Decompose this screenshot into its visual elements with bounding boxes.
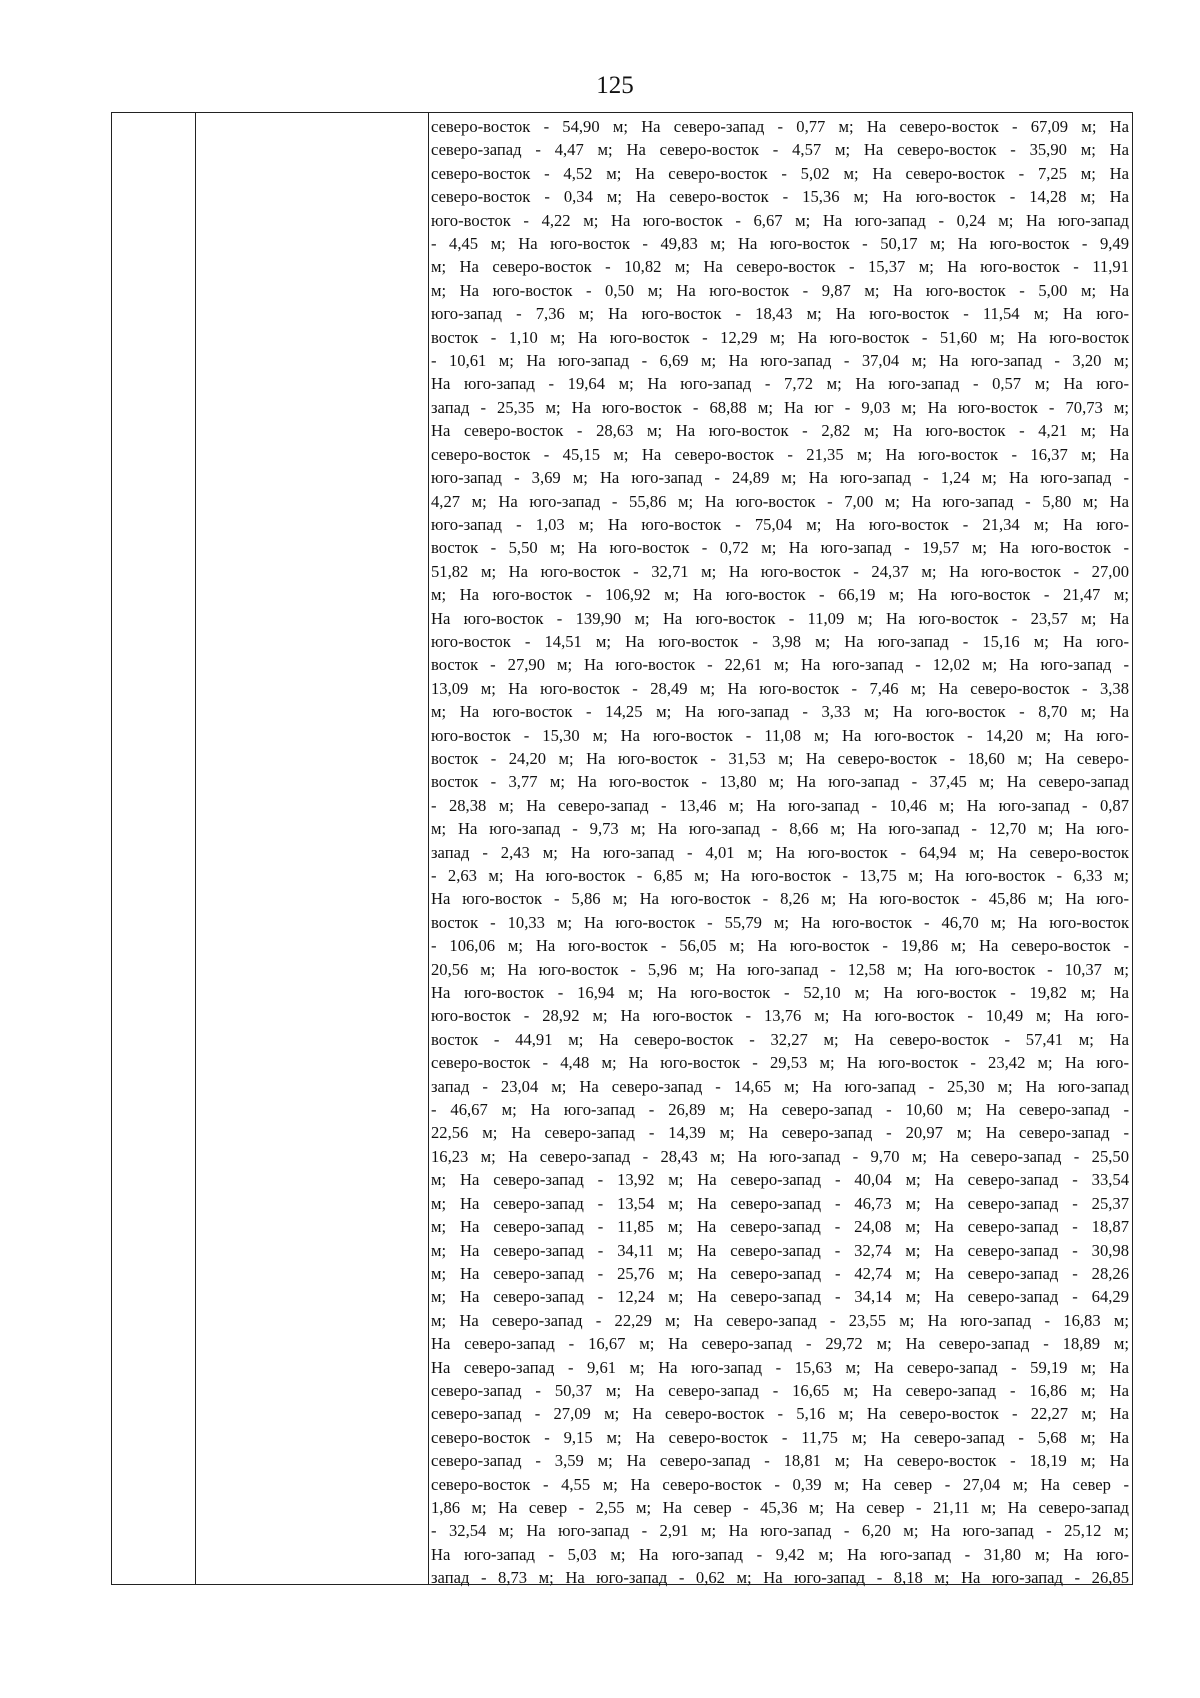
text-line: 22,56 м; На северо-запад - 14,39 м; На северо-запад - 20,97 м; На северо-запад - <box>431 1123 1129 1143</box>
text-line: запад - 23,04 м; На северо-запад - 14,65 м; На юго-запад - 25,30 м; На юго-запад <box>431 1076 1129 1096</box>
text-line: восток - 24,20 м; На юго-восток - 31,53 м; На северо-восток - 18,60 м; На северо- <box>431 748 1129 768</box>
text-line: - 2,63 м; На юго-восток - 6,85 м; На юго-восток - 13,75 м; На юго-восток - 6,33 м; <box>431 866 1129 885</box>
text-line: юго-запад - 3,69 м; На юго-запад - 24,89 м; На юго-запад - 1,24 м; На юго-запад - <box>431 468 1129 488</box>
text-line: м; На северо-запад - 13,54 м; На северо-запад - 46,73 м; На северо-запад - 25,37 <box>431 1193 1129 1213</box>
text-line: северо-запад - 3,59 м; На северо-запад - 18,81 м; На северо-восток - 18,19 м; На <box>431 1451 1129 1471</box>
text-line: юго-восток - 28,92 м; На юго-восток - 13,76 м; На юго-восток - 10,49 м; На юго- <box>431 1006 1129 1026</box>
text-line: На северо-запад - 16,67 м; На северо-запад - 29,72 м; На северо-запад - 18,89 м; <box>431 1334 1129 1354</box>
text-line: юго-восток - 14,51 м; На юго-восток - 3,98 м; На юго-запад - 15,16 м; На юго- <box>431 631 1129 651</box>
text-line: м; На северо-запад - 13,92 м; На северо-запад - 40,04 м; На северо-запад - 33,54 <box>431 1170 1129 1190</box>
text-line: - 32,54 м; На юго-запад - 2,91 м; На юго-запад - 6,20 м; На юго-запад - 25,12 м; <box>431 1521 1129 1541</box>
page-number: 125 <box>596 72 634 99</box>
text-line: юго-запад - 7,36 м; На юго-восток - 18,43 м; На юго-восток - 11,54 м; На юго- <box>431 304 1129 324</box>
text-line: 16,23 м; На северо-запад - 28,43 м; На юго-запад - 9,70 м; На северо-запад - 25,50 <box>431 1146 1129 1166</box>
text-line: восток - 10,33 м; На юго-восток - 55,79 м; На юго-восток - 46,70 м; На юго-восток <box>431 912 1129 932</box>
text-line: 51,82 м; На юго-восток - 32,71 м; На юго-восток - 24,37 м; На юго-восток - 27,00 <box>431 561 1129 581</box>
column-divider-2 <box>428 113 429 1584</box>
text-line: северо-восток - 4,48 м; На юго-восток - 29,53 м; На юго-восток - 23,42 м; На юго- <box>431 1053 1129 1073</box>
text-line: На юго-восток - 5,86 м; На юго-восток - 8,26 м; На юго-восток - 45,86 м; На юго- <box>431 889 1129 909</box>
text-line: северо-восток - 9,15 м; На северо-восток - 11,75 м; На северо-запад - 5,68 м; На <box>431 1427 1129 1447</box>
column-divider-1 <box>195 113 196 1584</box>
text-line: юго-восток - 15,30 м; На юго-восток - 11,08 м; На юго-восток - 14,20 м; На юго- <box>431 725 1129 745</box>
text-line: - 4,45 м; На юго-восток - 49,83 м; На юго-восток - 50,17 м; На юго-восток - 9,49 <box>431 234 1129 254</box>
text-line: северо-запад - 27,09 м; На северо-восток - 5,16 м; На северо-восток - 22,27 м; На <box>431 1404 1129 1424</box>
text-line: северо-восток - 54,90 м; На северо-запад - 0,77 м; На северо-восток - 67,09 м; На <box>431 117 1129 136</box>
text-line: м; На северо-запад - 34,11 м; На северо-запад - 32,74 м; На северо-запад - 30,98 <box>431 1240 1129 1260</box>
text-line: восток - 44,91 м; На северо-восток - 32,27 м; На северо-восток - 57,41 м; На <box>431 1029 1129 1049</box>
text-line: На северо-восток - 28,63 м; На юго-восток - 2,82 м; На юго-восток - 4,21 м; На <box>431 421 1129 441</box>
text-line: 20,56 м; На юго-восток - 5,96 м; На юго-запад - 12,58 м; На юго-восток - 10,37 м; <box>431 959 1129 979</box>
text-line: На юго-запад - 5,03 м; На юго-запад - 9,42 м; На юго-запад - 31,80 м; На юго- <box>431 1544 1129 1564</box>
text-line: юго-запад - 1,03 м; На юго-восток - 75,04 м; На юго-восток - 21,34 м; На юго- <box>431 514 1129 534</box>
text-line: м; На северо-запад - 25,76 м; На северо-запад - 42,74 м; На северо-запад - 28,26 <box>431 1263 1129 1283</box>
text-line: На юго-запад - 19,64 м; На юго-запад - 7,72 м; На юго-запад - 0,57 м; На юго- <box>431 374 1129 394</box>
text-line: северо-восток - 0,34 м; На северо-восток - 15,36 м; На юго-восток - 14,28 м; На <box>431 187 1129 207</box>
text-line: м; На северо-восток - 10,82 м; На северо-восток - 15,37 м; На юго-восток - 11,91 <box>431 257 1129 277</box>
text-line: северо-восток - 4,55 м; На северо-восток - 0,39 м; На север - 27,04 м; На север - <box>431 1474 1129 1494</box>
text-line: восток - 3,77 м; На юго-восток - 13,80 м; На юго-запад - 37,45 м; На северо-запад <box>431 772 1129 792</box>
boundary-description-text <box>431 115 1129 1590</box>
text-line: - 10,61 м; На юго-запад - 6,69 м; На юго-запад - 37,04 м; На юго-запад - 3,20 м; <box>431 351 1129 371</box>
text-line: На юго-восток - 139,90 м; На юго-восток - 11,09 м; На юго-восток - 23,57 м; На <box>431 608 1129 628</box>
text-line: На северо-запад - 9,61 м; На юго-запад - 15,63 м; На северо-запад - 59,19 м; На <box>431 1357 1129 1377</box>
text-line: м; На юго-восток - 106,92 м; На юго-восток - 66,19 м; На юго-восток - 21,47 м; <box>431 585 1129 605</box>
text-line: 13,09 м; На юго-восток - 28,49 м; На юго-восток - 7,46 м; На северо-восток - 3,38 <box>431 678 1129 698</box>
document-table <box>111 112 1133 1588</box>
text-line: м; На северо-запад - 11,85 м; На северо-запад - 24,08 м; На северо-запад - 18,87 <box>431 1217 1129 1237</box>
text-line: юго-восток - 4,22 м; На юго-восток - 6,67 м; На юго-запад - 0,24 м; На юго-запад <box>431 210 1129 230</box>
text-line: - 106,06 м; На юго-восток - 56,05 м; На юго-восток - 19,86 м; На северо-восток - <box>431 936 1129 956</box>
text-line: запад - 8,73 м; На юго-запад - 0,62 м; На юго-запад - 8,18 м; На юго-запад - 26,85 <box>431 1568 1129 1588</box>
text-line: м; На юго-восток - 14,25 м; На юго-запад - 3,33 м; На юго-восток - 8,70 м; На <box>431 702 1129 722</box>
text-line: - 46,67 м; На юго-запад - 26,89 м; На северо-запад - 10,60 м; На северо-запад - <box>431 1100 1129 1120</box>
text-line: м; На северо-запад - 22,29 м; На северо-запад - 23,55 м; На юго-запад - 16,83 м; <box>431 1310 1129 1330</box>
text-line: На юго-восток - 16,94 м; На юго-восток - 52,10 м; На юго-восток - 19,82 м; На <box>431 983 1129 1003</box>
text-line: м; На юго-запад - 9,73 м; На юго-запад - 8,66 м; На юго-запад - 12,70 м; На юго- <box>431 819 1129 839</box>
text-line: запад - 2,43 м; На юго-запад - 4,01 м; На юго-восток - 64,94 м; На северо-восток <box>431 842 1129 862</box>
text-line: м; На юго-восток - 0,50 м; На юго-восток - 9,87 м; На юго-восток - 5,00 м; На <box>431 280 1129 300</box>
text-line: 4,27 м; На юго-запад - 55,86 м; На юго-восток - 7,00 м; На юго-запад - 5,80 м; На <box>431 491 1129 511</box>
text-line: северо-запад - 4,47 м; На северо-восток - 4,57 м; На северо-восток - 35,90 м; На <box>431 140 1129 160</box>
text-line: северо-восток - 45,15 м; На северо-восток - 21,35 м; На юго-восток - 16,37 м; На <box>431 444 1129 464</box>
text-line: м; На северо-запад - 12,24 м; На северо-запад - 34,14 м; На северо-запад - 64,29 <box>431 1287 1129 1307</box>
text-line: восток - 5,50 м; На юго-восток - 0,72 м; На юго-запад - 19,57 м; На юго-восток - <box>431 538 1129 558</box>
text-line: северо-запад - 50,37 м; На северо-запад - 16,65 м; На северо-запад - 16,86 м; На <box>431 1380 1129 1400</box>
text-line: северо-восток - 4,52 м; На северо-восток - 5,02 м; На северо-восток - 7,25 м; На <box>431 163 1129 183</box>
text-line: - 28,38 м; На северо-запад - 13,46 м; На юго-запад - 10,46 м; На юго-запад - 0,87 <box>431 795 1129 815</box>
text-line: запад - 25,35 м; На юго-восток - 68,88 м; На юг - 9,03 м; На юго-восток - 70,73 м; <box>431 397 1129 417</box>
text-line: восток - 27,90 м; На юго-восток - 22,61 м; На юго-запад - 12,02 м; На юго-запад - <box>431 655 1129 675</box>
text-line: восток - 1,10 м; На юго-восток - 12,29 м; На юго-восток - 51,60 м; На юго-восток <box>431 327 1129 347</box>
text-line: 1,86 м; На север - 2,55 м; На север - 45,36 м; На север - 21,11 м; На северо-запад <box>431 1497 1129 1517</box>
